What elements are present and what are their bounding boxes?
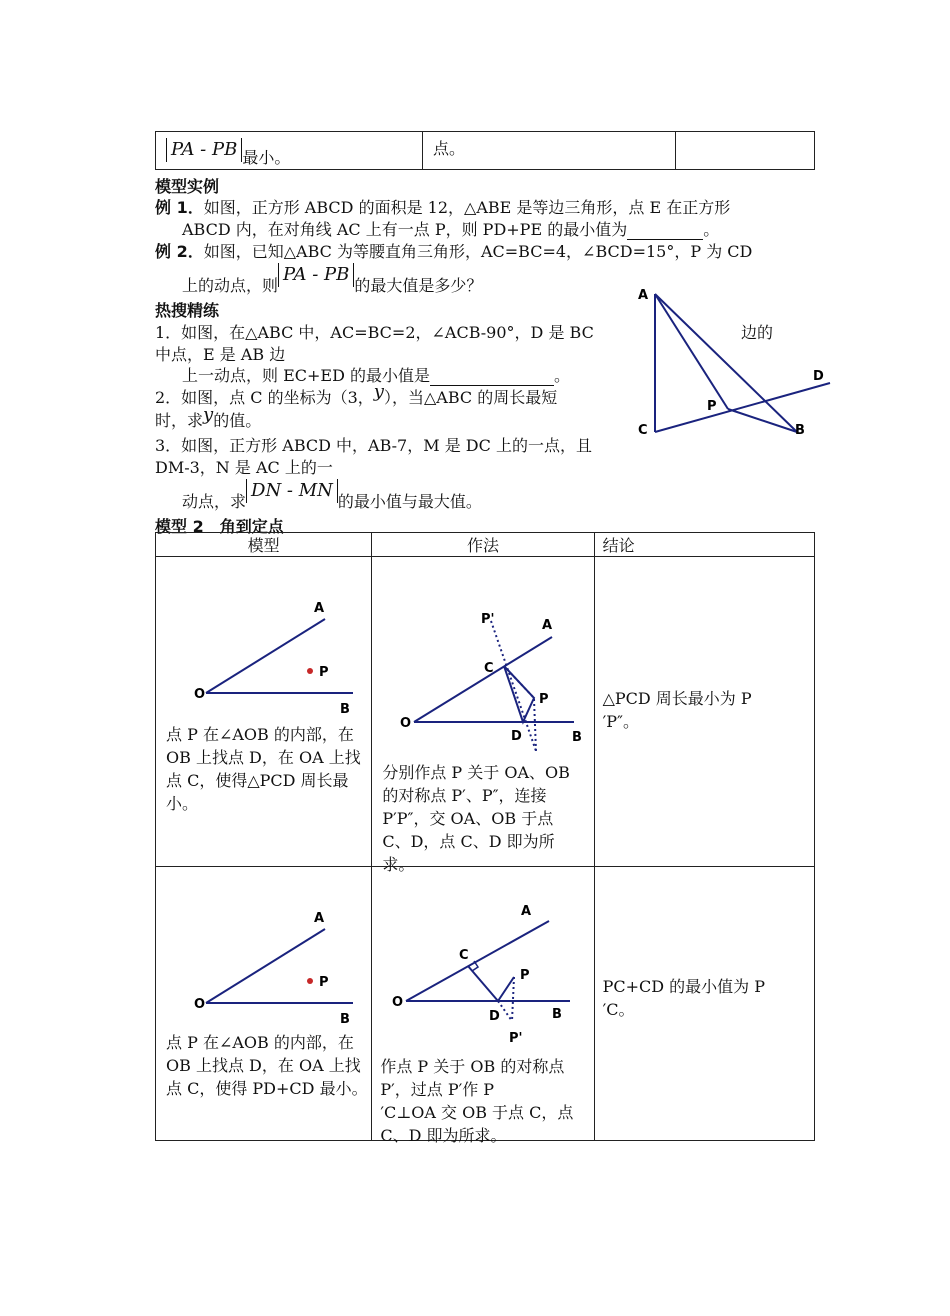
top-cell-right — [676, 132, 815, 170]
label-p: P — [539, 692, 549, 707]
text-line: OB 上找点 D，在 OA 上找 — [166, 1056, 361, 1075]
section-title-model-2: 模型 2 角到定点 — [155, 517, 284, 536]
point-p — [307, 668, 313, 674]
label-b: B — [572, 730, 583, 745]
label-b: B — [552, 1007, 563, 1022]
top-middle-text: 点。 — [433, 139, 466, 158]
top-cell-left — [156, 132, 423, 170]
model-2-table — [155, 532, 815, 1145]
segment-dp-prime — [498, 1001, 512, 1021]
label-p-prime: P' — [509, 1031, 523, 1046]
variable-y: y — [373, 381, 384, 402]
text-line: C、D，点 C、D 即为所 — [382, 832, 555, 851]
question-1-tail: 边的 — [741, 323, 774, 342]
example-2-post: 的最大值是多少？ — [354, 276, 483, 295]
top-left-suffix: 最小。 — [242, 148, 291, 167]
question-3-pre: 动点，求 — [182, 492, 247, 511]
label-a: A — [314, 601, 325, 616]
segment-dp — [498, 977, 514, 1001]
ray-oa — [206, 929, 325, 1003]
question-3-post: 的最小值与最大值。 — [337, 492, 482, 511]
question-3-line-1: 3．如图，正方形 ABCD 中，AB-7，M 是 DC 上的一点，且 — [155, 436, 592, 455]
header-conclusion: 结论 — [594, 533, 814, 557]
row2-method-cell — [372, 867, 594, 1145]
example-1-text-2: ABCD 内，在对角线 AC 上有一点 P，则 PD+PE 的最小值为 — [182, 220, 628, 239]
label-o: O — [392, 995, 404, 1010]
label-b: B — [340, 702, 350, 717]
row2-model-figure — [186, 907, 356, 1027]
text-line: ′P″。 — [602, 712, 639, 731]
label-b: B — [340, 1012, 350, 1027]
header-model: 模型 — [156, 533, 372, 557]
text-line: P′P″，交 OA、OB 于点 — [382, 809, 554, 828]
label-c: C — [484, 661, 494, 676]
row2-conclusion-text — [603, 975, 765, 1021]
variable-y-2: y — [203, 404, 214, 425]
example-1-label: 例 1． — [155, 198, 204, 217]
question-3-line-3 — [182, 478, 482, 511]
question-2-pre: 2．如图，点 C 的坐标为（3， — [155, 388, 374, 407]
abs-expression: PA - PB — [166, 138, 242, 162]
segment-p-p-prime — [512, 977, 514, 1021]
section-title-practice: 热搜精练 — [155, 301, 220, 320]
label-d: D — [489, 1009, 501, 1024]
example-1-line-1 — [155, 195, 730, 218]
label-p: P — [319, 975, 329, 990]
row1-model-text — [166, 723, 361, 815]
label-a: A — [638, 288, 649, 303]
text-line: OB 上找点 D，在 OA 上找 — [166, 748, 361, 767]
text-line: ′C。 — [602, 1000, 635, 1019]
question-2-line-1 — [155, 381, 558, 408]
example-2-pre: 上的动点，则 — [182, 276, 279, 295]
label-a: A — [521, 904, 532, 919]
text-line: 小。 — [166, 794, 199, 813]
row1-method-cell — [372, 557, 594, 874]
label-c: C — [638, 423, 648, 434]
label-a: A — [542, 618, 553, 633]
label-p-prime: P' — [481, 612, 495, 627]
question-1-text-3: 上一动点，则 EC+ED 的最小值是 — [182, 366, 431, 385]
label-p: P — [319, 665, 329, 680]
label-a: A — [314, 911, 325, 926]
example-1-line-2 — [182, 217, 719, 240]
answer-blank-2 — [430, 366, 554, 386]
top-cell-middle — [423, 132, 676, 170]
header-method: 作法 — [372, 533, 594, 557]
example-2-text: 如图，已知△ABC 为等腰直角三角形，AC=BC=4，∠BCD=15°，P 为 CD — [203, 242, 753, 261]
question-1-line-1: 1．如图，在△ABC 中，AC=BC=2，∠ACB-90°，D 是 BC — [155, 323, 594, 342]
text-line: 求。 — [382, 855, 415, 874]
triangle-figure — [632, 282, 842, 434]
abs-expression-3: DN - MN — [246, 479, 338, 503]
label-o: O — [194, 997, 206, 1012]
example-2-label: 例 2． — [155, 242, 204, 261]
text-line: 点 P 在∠AOB 的内部，在 — [166, 725, 354, 744]
example-1-text: 如图，正方形 ABCD 的面积是 12，△ABE 是等边三角形，点 E 在正方形 — [203, 198, 731, 217]
question-2-post: ），当△ABC 的周长最短 — [383, 388, 558, 407]
row1-conclusion-cell — [594, 557, 814, 867]
question-2-line-2 — [155, 404, 262, 431]
label-o: O — [400, 716, 412, 731]
label-c: C — [459, 948, 469, 963]
example-2-line-1 — [155, 239, 752, 262]
text-line: ′C⊥OA 交 OB 于点 C，点 — [380, 1103, 574, 1122]
row1-conclusion-text — [603, 687, 752, 733]
row2-conclusion-cell — [594, 867, 814, 1141]
text-line: 的对称点 P′、P″，连接 — [382, 786, 547, 805]
label-d: D — [511, 729, 523, 744]
question-2-line2-post: 的值。 — [213, 411, 262, 430]
question-1-line-2: 中点，E 是 AB 边 — [155, 345, 286, 364]
ray-oa — [206, 619, 325, 693]
text-line: P′，过点 P′作 P — [380, 1080, 495, 1099]
section-title-examples: 模型实例 — [155, 177, 220, 196]
row1-method-figure — [394, 581, 594, 753]
text-line: PC+CD 的最小值为 P — [602, 977, 766, 996]
point-p — [307, 978, 313, 984]
text-line: 作点 P 关于 OB 的对称点 — [380, 1057, 565, 1076]
text-line: 点 P 在∠AOB 的内部，在 — [166, 1033, 354, 1052]
text-line: 点 C，使得△PCD 周长最 — [166, 771, 349, 790]
question-3-line-2: DM-3，N 是 AC 上的一 — [155, 458, 333, 477]
label-d: D — [813, 369, 824, 384]
ray-oa — [414, 637, 552, 722]
answer-blank — [627, 220, 703, 240]
label-o: O — [194, 687, 206, 702]
text-line: C、D 即为所求。 — [380, 1126, 507, 1145]
row2-model-cell — [156, 867, 372, 1141]
text-line: 分别作点 P 关于 OA、OB — [382, 763, 570, 782]
row1-model-figure — [186, 597, 356, 717]
row2-model-text — [166, 1031, 368, 1100]
abs-expression-2: PA - PB — [278, 263, 354, 287]
label-b: B — [795, 423, 805, 434]
text-line: △PCD 周长最小为 P — [602, 689, 752, 708]
example-2-line-2 — [182, 262, 483, 295]
segment-pb — [728, 409, 797, 432]
label-p: P — [520, 968, 530, 983]
row1-method-text — [382, 761, 570, 876]
question-1-end: 。 — [554, 366, 571, 385]
segment-ap — [655, 294, 728, 409]
question-2-line2-pre: 时，求 — [155, 411, 204, 430]
row1-model-cell — [156, 557, 372, 867]
row2-method-figure — [386, 897, 586, 1047]
text-line: 点 C，使得 PD+CD 最小。 — [166, 1079, 368, 1098]
row2-method-text — [380, 1055, 573, 1147]
label-p: P — [707, 399, 717, 414]
example-1-end: 。 — [703, 220, 720, 239]
ray-oa — [406, 921, 549, 1001]
reflection-line-p-p2 — [534, 699, 536, 751]
top-table — [155, 131, 815, 170]
